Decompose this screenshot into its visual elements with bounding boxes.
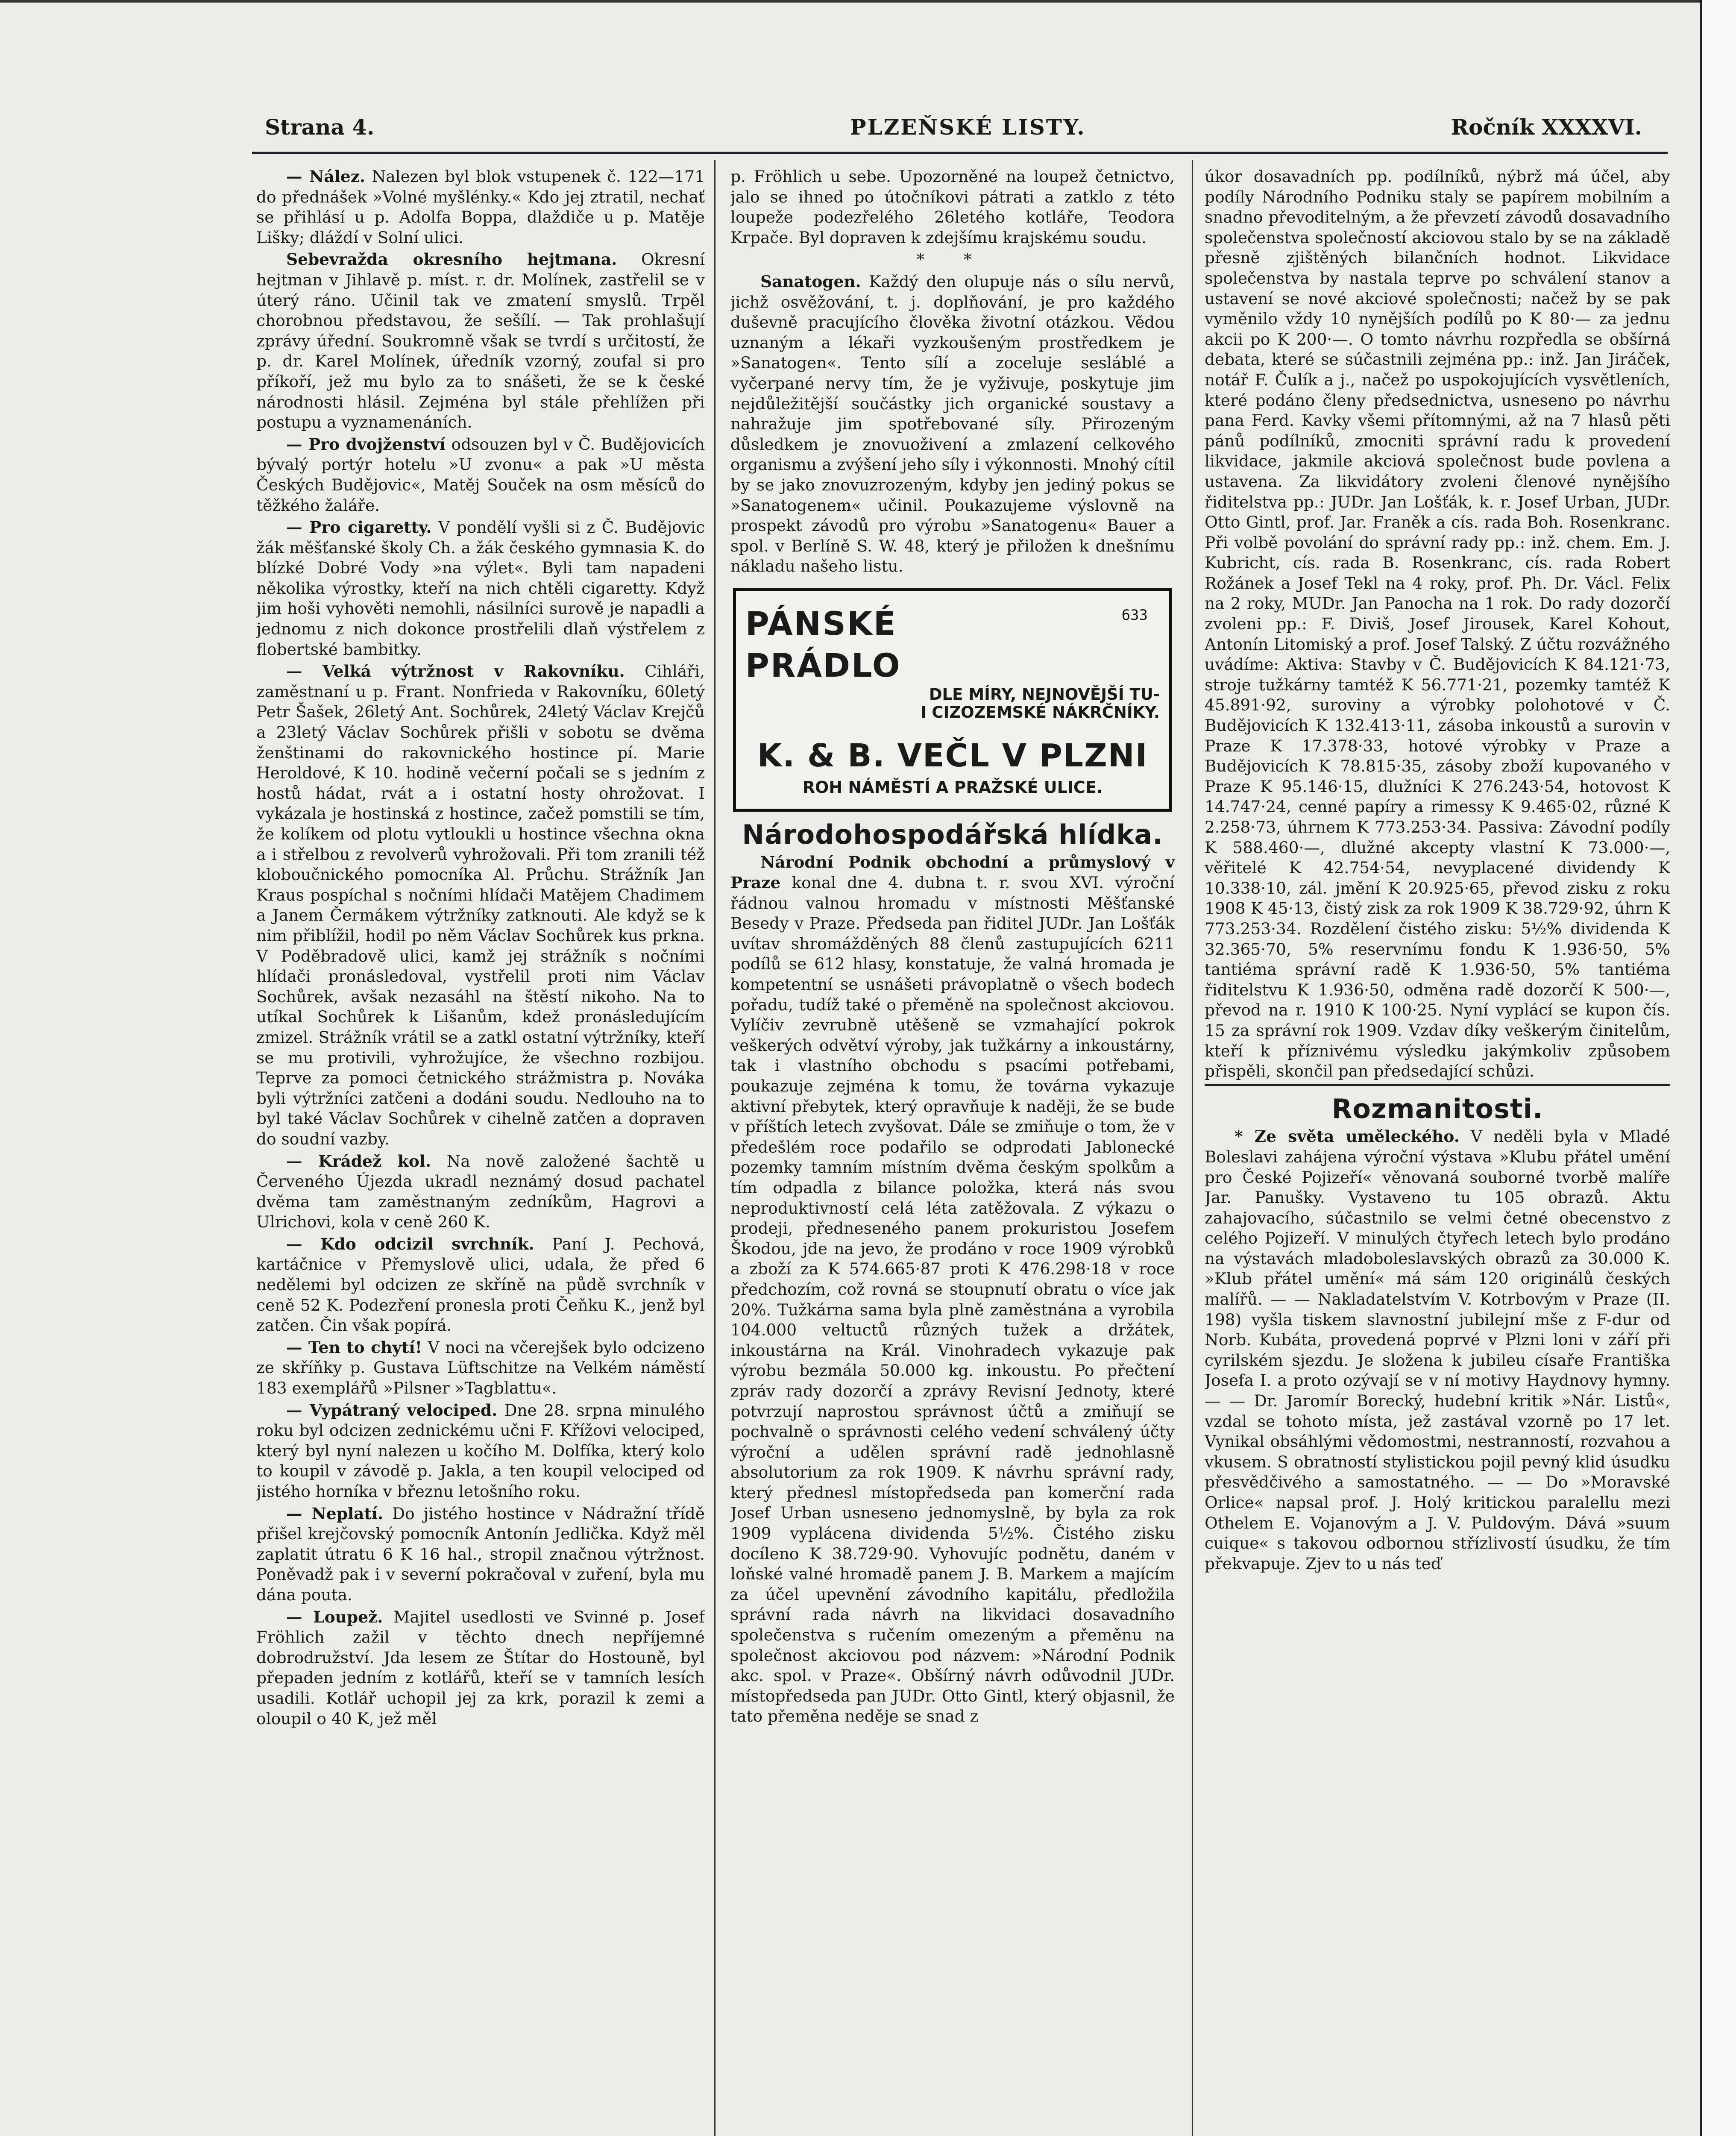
article-nalez: — Nález. Nalezen byl blok vstupenek č. 122—171 do přednášek »Volné myšlénky.« Kdo jej ztratil, nechať se přihlásí u p. Adolfa Boppa, dlaždiče u p. Matěje Lišky; dláždí v Solní ulici. — [256, 167, 705, 247]
ad-firm-name: K. & B. VEČL V PLZNI — [757, 737, 1148, 774]
header-rule — [252, 152, 1668, 154]
ad-number: 633 — [1121, 606, 1148, 624]
column-2 — [730, 167, 1175, 2136]
article-dvojzenstvi: — Pro dvojženství odsouzen byl v Č. Budějovicích bývalý portýr hotelu »U zvonu« a pak »U města Českých Budějovic«, Matěj Souček na osm měsíců do těžkého žaláře. — [256, 434, 705, 515]
volume-number: Ročník XXXXVI. — [1451, 114, 1642, 140]
article-ze-sveta-umeleckeho: * Ze světa uměleckého. V neděli byla v Mladé Boleslavi zahájena výroční výstava »Klubu přátel umění pro České Pojizeří« věnovaná souborné tvorbě malíře Jar. Panušky. Vystaveno tu 105 obrazů. Aktu zahajovacího, súčastnilo se velmi četné obecenstvo z celého Pojizeří. V minulých čtyřech letech bylo prodáno na výstavách mladoboleslavských obrazů za 30.000 K. »Klub přátel umění« má sám 120 originálů českých malířů. — — Nakladatelstvím V. Kotrbovým v Praze (II. 198) vyšla tiskem slavnostní jubilejní mše z F-dur od Norb. Kubáta, provedená poprvé v Plzni loni v září při cyrilském sjezdu. Je složena k jubileu císaře Františka Josefa I. a proto ozývají se v ní motivy Haydnovy hymny. — — Dr. Jaromír Borecký, hudební kritik »Nár. Listů«, vzdal se tohoto místa, jež zastával vzorně po 17 let. Vynikal obsáhlými vědomostmi, nestranností, rozvahou a vkusem. S obratností stylistickou pojil pevný klid úsudku přesvědčivého a samostatného. — — Do »Moravské Orlice« napsal prof. J. Holý kritickou paralellu mezi Othelem E. Vojanovým a J. V. Puldovým. Dává »suum cuique« s takovou odbornou střízlivostí úsudku, že tím překvapuje. Zjev to u nás teď — [1205, 1127, 1670, 1573]
article-kradez-kol: — Krádež kol. Na nově založené šachtě u Červeného Újezda ukradl neznámý dosud pachatel dvěma tam zaměstnaným zedníkům, Hagrovi a Ulrichovi, kola v ceně 260 K. — [256, 1151, 705, 1232]
advertisement-panske-pradlo — [733, 588, 1172, 812]
newspaper-title: PLZEŇSKÉ LISTY. — [850, 114, 1086, 140]
column-divider-2 — [1192, 160, 1193, 2136]
article-neplati: — Neplatí. Do jistého hostince v Nádražní třídě přišel krejčovský pomocník Antonín Jedlička. Když měl zaplatit útratu 6 K 16 hal., stropil značnou výtržnost. Poněvadž pak i v severní pokračoval v zuření, byla mu dána pouta. — [256, 1504, 705, 1604]
article-velociped: — Vypátraný velociped. Dne 28. srpna minulého roku byl odcizen zednickému učni F. Křížovi velociped, který byl nyní nalezen u kočího M. Dolfíka, který kolo to koupil v závodě p. Jakla, a ten koupil velociped od jistého horníka v březnu letošního roku. — [256, 1400, 705, 1501]
column-divider-1 — [714, 160, 716, 2136]
column-3 — [1205, 167, 1670, 2136]
ad-heading-2: PRÁDLO — [745, 646, 901, 684]
section-rule — [1205, 1084, 1670, 1086]
article-narodni-podnik: Národní Podnik obchodní a průmyslový v Praze konal dne 4. dubna t. r. svou XVI. výroční řádnou valnou hromadu v místnosti Měšťanské Besedy v Praze. Předseda pan řiditel JUDr. Jan Lošťák uvítav shromážděných 88 členů zastupujících 6211 podílů se 612 hlasy, konstatuje, že valná hromada je kompetentní se usnášeti právoplatně o všech bodech pořadu, tudíž také o přeměně na společnost akciovou. Vylíčiv zevrubně utěšeně se vzmahající pokrok veškerých odvětví výroby, jak tužkárny a inkoustárny, tak i vlastního obchodu s psacími potřebami, poukazuje zejména k tomu, že továrna vykazuje aktivní přebytek, který opravňuje k naději, že se bude v příštích letech zvyšovat. Dále se zmiňuje o tom, že v předešlém roce podařilo se odprodati Jablonecké pozemky tamním místním dvěma českým spolkům a tím odpadla z bilance položka, která nás svou neproduktivností celá léta zatěžovala. Z výkazu o prodeji, předneseného panem prokuristou Josefem Škodou, jde na jevo, že prodáno v roce 1909 výrobků a zboží za K 574.665·87 proti K 476.298·18 v roce předchozím, což rovná se stoupnutí obratu o více jak 20%. Tužkárna sama byla plně zaměstnána a vyrobila 104.000 veltuctů různých tužek a držátek, inkoustárna na Král. Vinohradech vykazuje pak výrobu bezmála 50.000 kg. inkoustu. Po přečtení zpráv rady dozorčí a zprávy Revisní Jednoty, které potvrzují naprostou správnost účtů a zmiňují se pochvalně o správnosti celého vedení schválený účty výroční a udělen správní radě jednohlasně absolutorium za rok 1909. K návrhu správní rady, který přednesl místopředseda pan komerční rada Josef Urban usneseno jednomyslně, by byla za rok 1909 vyplácena dividenda 5½%. Čistého zisku docíleno K 38.729·90. Vyhovujíc podnětu, daném v loňské valné hromadě panem J. B. Markem a majícím za účel upevnění závodního kapitálu, předložila správní rada návrh na likvidaci dosavadního společenstva s ručením omezeným a přeměnu na společnost akciovou pod názvem: »Národní Podnik akc. spol. v Praze«. Obšírný návrh odůvodnil JUDr. místopředseda pan JUDr. Otto Gintl, který objasnil, že tato přeměna neděje se snad z — [730, 853, 1175, 1726]
article-sanatogen: Sanatogen. Každý den olupuje nás o sílu nervů, jichž osvěžování, t. j. doplňování, je pro každého duševně pracujícího člověka životní otázkou. Vědou uznaným a lékaři vyzkoušeným prostředkem je »Sanatogen«. Tento sílí a zoceluje sesláblé a vyčerpané nervy tím, že je vyživuje, poskytuje jim nejdůležitější součástky jich organické soustavy a nahražuje jim spotřebované síly. Přirozeným důsledkem je znovuoživení a zmlazení celkového organismu a zvýšení jeho síly i výkonnosti. Mnohý cítil by se jako znovuzrozeným, kdyby jen jediný pokus se »Sanatogenem« učinil. Poukazujeme výslovně na prospekt závodů pro výrobu »Sanatogenu« Bauer a spol. v Berlíně S. W. 48, který je přiložen k dnešnímu nákladu našeho listu. — [730, 272, 1175, 576]
section-title-narodohospodarska: Národohospodářská hlídka. — [742, 819, 1163, 850]
article-svrchnik: — Kdo odcizil svrchník. Paní J. Pechová, kartáčnice v Přemyslově ulici, udala, že před 6 nedělemi byl odcizen ze skříně na půdě svrchník v ceně 52 K. Podezření pronesla proti Čeňku K., jenž byl zatčen. Čin však popírá. — [256, 1234, 705, 1335]
separator-stars: * * — [916, 250, 989, 269]
column-1 — [256, 167, 705, 2136]
page-number: Strana 4. — [265, 114, 375, 140]
article-narodni-podnik-continued: úkor dosavadních pp. podílníků, nýbrž má účel, aby podíly Národního Podniku staly se papírem mobilním a snadno převoditelným, a že převzetí závodů dosavadního společenstva společností akciovou stalo by se na základě přesně zjištěných bilančních hodnot. Likvidace společenstva by nastala teprve po schválení stanov a ustavení se nové akciové společnosti; načež by se pak vyměnilo vždy 10 nynějších podílů po K 80·— za jednu akcii po K 200·—. O tomto návrhu rozpředla se obšírná debata, které se súčastnili zejména pp.: inž. Jan Jiráček, notář F. Čulík a j., načež po uspokojujících vysvětleních, které podáno členy předsednictva, usneseno po návrhu pana Ferd. Kavky všemi přítomnými, až na 7 hlasů pěti pánů podílníků, zmocniti správní radu k provedení likvidace, jakmile akciová společnost bude povlena a ustavena. Za likvidátory zvoleni členové nynějšího řiditelstva pp.: JUDr. Jan Lošťák, k. r. Josef Urban, JUDr. Otto Gintl, prof. Jar. Franěk a cís. rada Boh. Rosenkranc. Při volbě povolání do správní rady pp.: inž. chem. Em. J. Kubricht, cís. rada B. Rosenkranc, cís. rada Robert Rožánek a Josef Tekl na 4 roky, prof. Ph. Dr. Václ. Felix na 2 roky, MUDr. Jan Panocha na 1 rok. Do rady dozorčí zvoleni pp.: F. Diviš, Josef Jirousek, Karel Kohout, Antonín Litomiský a prof. Josef Talský. Z účtu rozvážného uvádíme: Aktiva: Stavby v Č. Budějovicích K 84.121·73, stroje tužkárny tamtéž K 56.771·21, pozemky tamtéž K 45.891·92, suroviny a výrobky polohotové v Č. Budějovicích K 132.413·11, zásoba inkoustů a surovin v Praze K 17.378·33, hotové výrobky v Praze a Budějovicích K 78.815·35, zásoby zboží kupovaného v Praze K 95.146·15, dlužníci K 276.243·54, hotovost K 14.747·24, cenné papíry a rimessy K 9.465·02, různé K 2.258·73, úhrnem K 773.253·34. Passiva: Závodní podíly K 588.460·—, dlužné akcepty vlastní K 73.000·—, věřitelé K 42.754·54, nevyplacené dividendy K 10.338·10, zál. jmění K 20.925·65, převod zisku z roku 1908 K 45·13, čistý zisk za rok 1909 K 38.729·92, úhrn K 773.253·34. Rozdělení čistého zisku: 5½% dividenda K 32.365·70, 5% reservnímu fondu K 1.936·50, 5% tantiéma správní radě K 1.936·50, 5% tantiéma řiditelstvu K 1.936·50, odměna radě dozorčí K 500·—, převod na r. 1910 K 100·25. Nyní vyplácí se kupon čís. 15 za správní rok 1909. Vzdav díky veškerým činitelům, kteří k příznivému výsledku jakýmkoliv způsobem přispěli, skončil pan předsedající schůzi. — [1205, 167, 1670, 1081]
section-title-rozmanitosti: Rozmanitosti. — [1331, 1093, 1543, 1124]
article-loupez: — Loupež. Majitel usedlosti ve Svinné p. Josef Fröhlich zažil v těchto dnech nepříjemné dobrodružství. Jda lesem ze Štítar do Hostouně, byl přepaden jedním z kotlářů, kteří se v tamních lesích usadili. Kotlář uchopil jej za krk, porazil k zemi a oloupil o 40 K, jež měl — [256, 1607, 705, 1728]
page-top-edge — [0, 0, 1736, 3]
ad-heading-1: PÁNSKÉ — [745, 604, 897, 643]
ad-address: ROH NÁMĚSTÍ A PRAŽSKÉ ULICE. — [802, 778, 1103, 797]
ad-subtitle-1: DLE MÍRY, NEJNOVĚJŠÍ TU- — [929, 685, 1160, 704]
page-right-edge — [1700, 0, 1736, 2136]
page-header — [252, 110, 1668, 149]
article-loupez-continued: p. Fröhlich u sebe. Upozorněné na loupež četnictvo, jalo se ihned po útočníkovi pátrati a zatklo z této loupeže podezřelého 26letého kotláře, Teodora Krpače. Byl dopraven k zdejšímu krajskému soudu. — [730, 167, 1175, 247]
article-sebevrazda: Sebevražda okresního hejtmana. Okresní hejtman v Jihlavě p. míst. r. dr. Molínek, zastřelil se v úterý ráno. Učinil tak ve zmatení smyslů. Trpěl chorobnou představou, že sešílí. — Tak prohlašují zprávy úřední. Soukromně však se tvrdí s určitostí, že p. dr. Karel Molínek, úředník vzorný, zoufal si pro příkoří, jež mu bylo za to snášeti, že se k české národnosti hlásil. Zejména byl stále přehlížen při postupu a vyznamenáních. — [256, 250, 705, 432]
article-cigaretty: — Pro cigaretty. V pondělí vyšli si z Č. Budějovic žák měšťanské školy Ch. a žák českého gymnasia K. do blízké Dobré Vody »na výlet«. Byli tam napadeni několika výrostky, kteří na nich chtěli cigaretty. Když jim hoši vyhověti nemohli, násilníci surově je napadli a jednomu z nich dokonce prostřelili dlaň výstřelem z flobertské bambitky. — [256, 518, 705, 659]
article-ten-to-chyti: — Ten to chytí! V noci na včerejšek bylo odcizeno ze skříňky p. Gustava Lüftschitze na Velkém náměstí 183 exemplářů »Pilsner »Tagblattu«. — [256, 1338, 705, 1398]
article-vytrznost: — Velká výtržnost v Rakovníku. Cihláři, zaměstnaní u p. Frant. Nonfrieda v Rakovníku, 60letý Petr Šašek, 26letý Ant. Sochůrek, 24letý Václav Krejčů a 23letý Václav Sochůrek přišli v sobotu se dvěma ženštinami do rakovnického hostince pí. Marie Heroldové, K 10. hodině večerní počali se s jedním z hostů hádat, rvát a i ostatní hosty ohrožovat. I vykázala je hostinská z hostince, začež pomstili se tím, že kolíkem od plotu vytloukli u hostince všechna okna a i střelbou z revolverů vyhrožovali. Při tom zranili též kloboučnického pomocníka Al. Průchu. Strážník Jan Kraus pospíchal s nočními hlídači Matějem Chadimem a Janem Čermákem výtržníky zatknouti. Ale když se k nim přiblížil, hodil po něm Václav Sochůrek kus prkna. V Poděbradově ulici, kamž jej strážník s nočními hlídači pronásledoval, vystřelil proti nim Václav Sochůrek, avšak nezasáhl na štěstí nikoho. Na to utíkal Sochůrek k Lišanům, kdež pronásledujícím zmizel. Strážník vrátil se a zatkl ostatní výtržníky, kteří se mu protivili, vyhrožujíce, že všechno rozbijou. Teprve za pomoci četnického strážmistra p. Nováka byli výtržníci zatčeni a dodáni soudu. Nedlouho na to byl také Václav Sochůrek v cihelně zatčen a dopraven do soudní vazby. — [256, 662, 705, 1148]
ad-subtitle-2: I CIZOZEMSKÉ NÁKRČNÍKY. — [920, 703, 1160, 722]
